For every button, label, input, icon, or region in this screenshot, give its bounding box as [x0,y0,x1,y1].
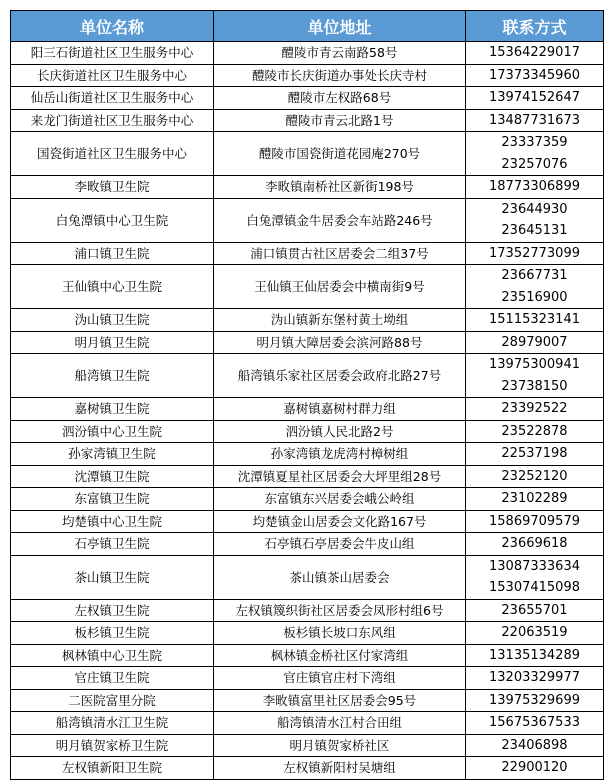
unit-address-cell: 孙家湾镇龙虎湾村樟树组 [214,443,466,466]
unit-address-cell: 醴陵市长庆街道办事处长庆寺村 [214,64,466,87]
table-row [11,64,604,87]
unit-name-cell: 长庆街道社区卫生服务中心 [11,64,214,87]
table-header-row [11,11,604,42]
phone-number: 13203329977 [489,670,580,685]
unit-address-cell: 东富镇东兴居委会峨公岭组 [214,488,466,511]
phone-number: 13974152647 [489,90,580,105]
unit-name-cell: 茶山镇卫生院 [11,555,214,599]
table-row [11,109,604,132]
table-row [11,176,604,199]
phone-number: 23669618 [501,536,568,551]
phone-number: 17352773099 [489,245,580,261]
unit-address-cell: 茶山镇茶山居委会 [214,555,466,599]
phone-number: 23102289 [501,491,568,506]
contact-phone-cell [466,42,604,65]
contact-phone-cell [466,64,604,87]
table-row [11,354,604,398]
contact-phone-cell [466,465,604,488]
contact-phone-cell [466,712,604,735]
phone-number: 23392522 [501,401,568,416]
phone-number: 13975300941 [489,357,580,372]
unit-address-cell: 沩山镇新东堡村黄土坳组 [214,309,466,332]
table-row [11,599,604,622]
unit-address-cell: 均楚镇金山居委会文化路167号 [214,510,466,533]
unit-name-cell: 枫林镇中心卫生院 [11,644,214,667]
unit-name-cell: 李畋镇卫生院 [11,176,214,199]
unit-address-cell: 左权镇篾织街社区居委会凤形村组6号 [214,599,466,622]
phone-number: 23667731 [501,268,568,283]
unit-name-cell: 王仙镇中心卫生院 [11,265,214,309]
phone-number: 13087333634 [489,558,580,574]
phone-number: 15115323141 [489,312,580,327]
health-center-contact-table [10,10,604,780]
table-row [11,510,604,533]
unit-name-cell: 官庄镇卫生院 [11,667,214,690]
unit-address-cell: 明月镇大障居委会滨河路88号 [214,331,466,354]
unit-name-cell: 嘉树镇卫生院 [11,398,214,421]
contact-phone-cell [466,533,604,556]
unit-address-cell: 明月镇贺家桥社区 [214,734,466,757]
phone-number: 23644930 [501,201,568,217]
unit-address-cell: 醴陵市青云南路58号 [214,42,466,65]
contact-phone-cell [466,132,604,176]
unit-address-cell: 枫林镇金桥社区付家湾组 [214,644,466,667]
unit-name-cell: 石亭镇卫生院 [11,533,214,556]
column-header-contact: 联系方式 [466,11,604,42]
phone-number: 22900120 [501,760,568,775]
phone-number: 18773306899 [489,179,580,194]
contact-phone-cell [466,667,604,690]
contact-phone-cell [466,443,604,466]
contact-phone-cell [466,242,604,265]
phone-number: 15675367533 [489,715,580,730]
phone-number: 13487731673 [489,112,580,128]
unit-name-cell: 浦口镇卫生院 [11,242,214,265]
unit-name-cell: 国瓷街道社区卫生服务中心 [11,132,214,176]
unit-name-cell: 明月镇贺家桥卫生院 [11,734,214,757]
phone-number: 22063519 [501,625,568,640]
table-row [11,42,604,65]
contact-phone-cell [466,488,604,511]
contact-phone-cell [466,622,604,645]
phone-number: 23645131 [501,223,568,238]
column-header-address: 单位地址 [214,11,466,42]
contact-phone-cell [466,644,604,667]
unit-name-cell: 仙岳山街道社区卫生服务中心 [11,87,214,110]
phone-number: 23406898 [501,737,568,753]
unit-name-cell: 明月镇卫生院 [11,331,214,354]
phone-number: 17373345960 [489,67,580,83]
unit-address-cell: 王仙镇王仙居委会中横南街9号 [214,265,466,309]
table-row [11,265,604,309]
unit-address-cell: 泗汾镇人民北路2号 [214,420,466,443]
table-row [11,465,604,488]
contact-phone-cell [466,555,604,599]
table-row [11,488,604,511]
phone-number: 13975329699 [489,692,580,708]
contact-phone-cell [466,309,604,332]
unit-address-cell: 白兔潭镇金牛居委会车站路246号 [214,198,466,242]
unit-address-cell: 沈潭镇夏星社区居委会大坪里组28号 [214,465,466,488]
unit-name-cell: 来龙门街道社区卫生服务中心 [11,109,214,132]
unit-name-cell: 沩山镇卫生院 [11,309,214,332]
table-row [11,420,604,443]
table-row [11,309,604,332]
phone-number: 28979007 [501,334,568,350]
table-body [11,42,604,780]
unit-name-cell: 阳三石街道社区卫生服务中心 [11,42,214,65]
contact-phone-cell [466,265,604,309]
contact-phone-cell [466,689,604,712]
unit-name-cell: 二医院富里分院 [11,689,214,712]
phone-number: 13135134289 [489,647,580,663]
column-header-name: 单位名称 [11,11,214,42]
table-row [11,398,604,421]
unit-name-cell: 船湾镇清水江卫生院 [11,712,214,735]
table-row [11,87,604,110]
unit-address-cell: 醴陵市青云北路1号 [214,109,466,132]
contact-phone-cell [466,331,604,354]
unit-address-cell: 左权镇新阳村吴塘组 [214,757,466,780]
unit-address-cell: 板杉镇长坡口东风组 [214,622,466,645]
phone-number: 22537198 [501,446,568,461]
contact-phone-cell [466,354,604,398]
unit-name-cell: 孙家湾镇卫生院 [11,443,214,466]
table-row [11,132,604,176]
phone-number: 23337359 [501,135,568,150]
contact-phone-cell [466,510,604,533]
phone-number: 15307415098 [489,580,580,595]
contact-phone-cell [466,398,604,421]
unit-address-cell: 嘉树镇嘉树村群力组 [214,398,466,421]
phone-number: 23257076 [501,156,568,172]
table-row [11,198,604,242]
unit-address-cell: 李畋镇富里社区居委会95号 [214,689,466,712]
unit-name-cell: 泗汾镇中心卫生院 [11,420,214,443]
unit-name-cell: 左权镇卫生院 [11,599,214,622]
unit-name-cell: 白兔潭镇中心卫生院 [11,198,214,242]
contact-phone-cell [466,109,604,132]
unit-name-cell: 东富镇卫生院 [11,488,214,511]
unit-address-cell: 浦口镇贯古社区居委会二组37号 [214,242,466,265]
table-row [11,622,604,645]
phone-number: 23516900 [501,289,568,305]
phone-number: 15869709579 [489,513,580,529]
table-row [11,712,604,735]
table-row [11,331,604,354]
phone-number: 23522878 [501,423,568,439]
unit-address-cell: 船湾镇乐家社区居委会政府北路27号 [214,354,466,398]
table-row [11,555,604,599]
unit-name-cell: 沈潭镇卫生院 [11,465,214,488]
contact-phone-cell [466,757,604,780]
unit-address-cell: 李畋镇南桥社区新街198号 [214,176,466,199]
unit-address-cell: 醴陵市左权路68号 [214,87,466,110]
phone-number: 23252120 [501,468,568,484]
unit-name-cell: 均楚镇中心卫生院 [11,510,214,533]
table-row [11,242,604,265]
contact-phone-cell [466,599,604,622]
unit-name-cell: 板杉镇卫生院 [11,622,214,645]
phone-number: 15364229017 [489,45,580,60]
phone-number: 23655701 [501,602,568,618]
contact-phone-cell [466,176,604,199]
phone-number: 23738150 [501,378,568,394]
unit-address-cell: 醴陵市国瓷街道花园庵270号 [214,132,466,176]
contact-phone-cell [466,198,604,242]
unit-address-cell: 官庄镇官庄村下湾组 [214,667,466,690]
table-row [11,533,604,556]
table-row [11,667,604,690]
contact-phone-cell [466,87,604,110]
table-row [11,734,604,757]
table-row [11,644,604,667]
table-row [11,689,604,712]
contact-phone-cell [466,420,604,443]
unit-address-cell: 船湾镇清水江村合田组 [214,712,466,735]
unit-name-cell: 左权镇新阳卫生院 [11,757,214,780]
contact-phone-cell [466,734,604,757]
table-row [11,757,604,780]
unit-name-cell: 船湾镇卫生院 [11,354,214,398]
table-row [11,443,604,466]
unit-address-cell: 石亭镇石亭居委会牛皮山组 [214,533,466,556]
